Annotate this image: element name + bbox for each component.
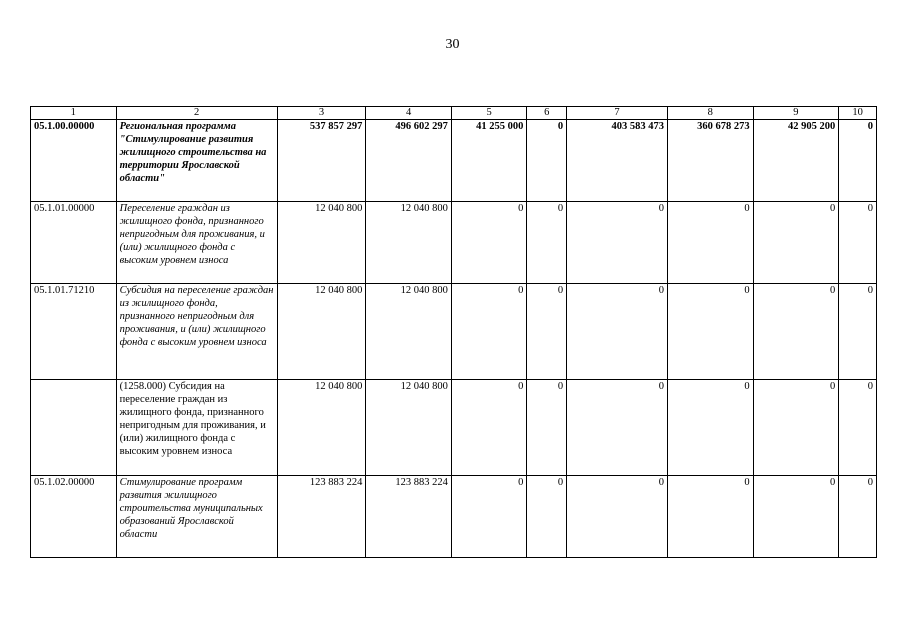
code-cell: 05.1.01.00000 bbox=[31, 202, 117, 284]
code-cell: 05.1.02.00000 bbox=[31, 476, 117, 558]
header-cell: 2 bbox=[116, 107, 277, 120]
value-cell: 123 883 224 bbox=[366, 476, 452, 558]
value-cell: 41 255 000 bbox=[451, 120, 526, 202]
value-cell: 496 602 297 bbox=[366, 120, 452, 202]
value-cell: 0 bbox=[527, 120, 567, 202]
code-cell: 05.1.01.71210 bbox=[31, 284, 117, 380]
value-cell: 0 bbox=[668, 476, 754, 558]
value-cell: 0 bbox=[567, 380, 668, 476]
table-row bbox=[31, 380, 877, 476]
value-cell: 403 583 473 bbox=[567, 120, 668, 202]
header-cell: 10 bbox=[839, 107, 877, 120]
code-cell bbox=[31, 380, 117, 476]
value-cell: 537 857 297 bbox=[277, 120, 366, 202]
value-cell: 12 040 800 bbox=[277, 202, 366, 284]
value-cell: 0 bbox=[527, 202, 567, 284]
value-cell: 0 bbox=[451, 476, 526, 558]
table-row bbox=[31, 476, 877, 558]
value-cell: 0 bbox=[451, 284, 526, 380]
table-row bbox=[31, 284, 877, 380]
value-cell: 360 678 273 bbox=[668, 120, 754, 202]
page-number: 30 bbox=[445, 37, 460, 52]
value-cell: 0 bbox=[839, 202, 877, 284]
value-cell: 0 bbox=[527, 284, 567, 380]
value-cell: 0 bbox=[839, 380, 877, 476]
code-cell: 05.1.00.00000 bbox=[31, 120, 117, 202]
value-cell: 0 bbox=[668, 284, 754, 380]
header-cell: 9 bbox=[753, 107, 839, 120]
header-cell: 3 bbox=[277, 107, 366, 120]
value-cell: 0 bbox=[668, 202, 754, 284]
value-cell: 0 bbox=[753, 284, 839, 380]
value-cell: 0 bbox=[567, 284, 668, 380]
table-row bbox=[31, 120, 877, 202]
header-cell: 4 bbox=[366, 107, 452, 120]
value-cell: 12 040 800 bbox=[277, 380, 366, 476]
name-cell: Субсидия на переселение граждан из жилищного фонда, признанного непригодным для проживания, и (или) жилищного фонда с высоким уровнем износа bbox=[116, 284, 277, 380]
budget-table bbox=[30, 106, 877, 558]
table-row bbox=[31, 202, 877, 284]
value-cell: 0 bbox=[567, 202, 668, 284]
value-cell: 42 905 200 bbox=[753, 120, 839, 202]
value-cell: 0 bbox=[839, 120, 877, 202]
name-cell: Региональная программа "Стимулирование развития жилищного строительства на территории Ярославской области" bbox=[116, 120, 277, 202]
value-cell: 0 bbox=[753, 202, 839, 284]
value-cell: 123 883 224 bbox=[277, 476, 366, 558]
header-cell: 1 bbox=[31, 107, 117, 120]
value-cell: 0 bbox=[839, 476, 877, 558]
value-cell: 0 bbox=[527, 380, 567, 476]
header-cell: 6 bbox=[527, 107, 567, 120]
value-cell: 12 040 800 bbox=[366, 380, 452, 476]
value-cell: 0 bbox=[753, 380, 839, 476]
header-cell: 7 bbox=[567, 107, 668, 120]
value-cell: 0 bbox=[451, 380, 526, 476]
header-cell: 8 bbox=[668, 107, 754, 120]
value-cell: 0 bbox=[451, 202, 526, 284]
header-cell: 5 bbox=[451, 107, 526, 120]
value-cell: 12 040 800 bbox=[366, 202, 452, 284]
value-cell: 12 040 800 bbox=[277, 284, 366, 380]
value-cell: 0 bbox=[839, 284, 877, 380]
name-cell: Переселение граждан из жилищного фонда, признанного непригодным для проживания, и (или) жилищного фонда с высоким уровнем износа bbox=[116, 202, 277, 284]
name-cell: Стимулирование программ развития жилищного строительства муниципальных образований Ярославской области bbox=[116, 476, 277, 558]
value-cell: 0 bbox=[567, 476, 668, 558]
header-row bbox=[31, 107, 877, 120]
name-cell: (1258.000) Субсидия на переселение граждан из жилищного фонда, признанного непригодным для проживания, и (или) жилищного фонда с высоким уровнем износа bbox=[116, 380, 277, 476]
value-cell: 0 bbox=[668, 380, 754, 476]
value-cell: 0 bbox=[753, 476, 839, 558]
value-cell: 0 bbox=[527, 476, 567, 558]
value-cell: 12 040 800 bbox=[366, 284, 452, 380]
